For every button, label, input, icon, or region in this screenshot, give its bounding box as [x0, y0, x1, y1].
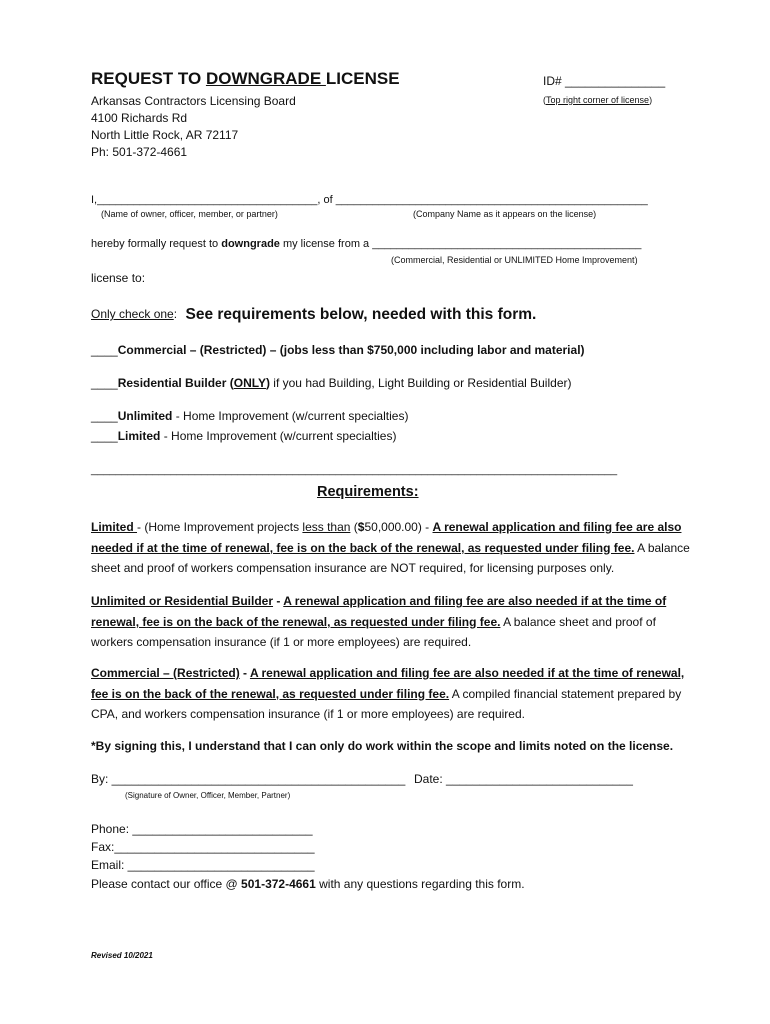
signature-caption: (Signature of Owner, Officer, Member, Partner)	[125, 791, 291, 800]
residential-close: )	[265, 376, 270, 390]
street-address: 4100 Richards Rd	[91, 111, 188, 125]
requirement-unlimited-residential	[91, 591, 699, 653]
only-check-one-label: Only check one	[91, 307, 174, 321]
contact-note-pre: Please contact our office @	[91, 877, 242, 891]
limited-description: - Home Improvement (w/current specialties)	[160, 429, 397, 443]
company-caption: (Company Name as it appears on the license)	[413, 209, 597, 219]
section-divider: ______________________________________________________________________________________	[91, 464, 618, 476]
only-check-one-colon: :	[173, 307, 178, 321]
contact-note	[91, 877, 525, 891]
requirement-commercial	[91, 663, 699, 725]
contact-note-phone: 501-372-4661	[241, 877, 316, 891]
downgrade-word: downgrade	[221, 238, 280, 250]
phone-field[interactable]: Phone: ___________________________	[91, 822, 313, 836]
req-limited-a: - (Home Improvement projects	[137, 520, 303, 534]
title-underlined-word: DOWNGRADE	[205, 69, 326, 88]
signature-field[interactable]: By: ____________________________________________	[91, 772, 406, 786]
unlimited-description: - Home Improvement (w/current specialties)	[172, 409, 409, 423]
limited-label: Limited	[117, 429, 161, 443]
option-commercial[interactable]	[91, 343, 585, 357]
office-phone: Ph: 501-372-4661	[91, 145, 188, 159]
title-prefix: REQUEST TO	[91, 69, 206, 88]
residential-only: ONLY	[233, 376, 266, 390]
downgrade-line-pre: hereby formally request to	[91, 238, 222, 250]
acknowledgement: *By signing this, I understand that I can only do work within the scope and limits noted on the license.	[91, 739, 674, 753]
fax-field[interactable]: Fax:______________________________	[91, 840, 315, 854]
option-limited[interactable]	[91, 429, 396, 443]
license-to-label: license to:	[91, 271, 146, 285]
id-note-close: )	[649, 95, 653, 105]
req-unlimited-renewal: A renewal application and filing fee are also needed if at the time of renewal, fee is on the back of the renewal, as requested under filing fee.	[91, 594, 667, 629]
residential-label: Residential Builder (	[117, 376, 234, 390]
name-company-line[interactable]: I,____________________________________, of ___________________________________________________	[91, 194, 648, 206]
downgrade-from-line[interactable]	[91, 238, 641, 250]
requirements-heading: Requirements:	[317, 484, 419, 500]
org-name: Arkansas Contractors Licensing Board	[91, 94, 296, 108]
city-address: North Little Rock, AR 72117	[91, 128, 239, 142]
license-id-note	[543, 95, 652, 105]
downgrade-line-post: my license from a ____________________________________________	[279, 238, 642, 250]
contact-note-post: with any questions regarding this form.	[315, 877, 525, 891]
req-limited-dollar: $	[357, 520, 365, 534]
selection-header	[91, 306, 536, 324]
revision-date: Revised 10/2021	[91, 951, 153, 960]
unlimited-label: Unlimited	[117, 409, 173, 423]
req-commercial-note: A compiled financial statement prepared by CPA, and workers compensation insurance (if 1 or more employees) are required.	[91, 686, 682, 721]
req-limited-label: Limited	[91, 520, 138, 534]
req-limited-renewal: A renewal application and filing fee are also needed if at the time of renewal, fee is on the back of the renewal, as requested under filing fee.	[91, 520, 682, 555]
req-commercial-renewal: A renewal application and filing fee are also needed if at the time of renewal, fee is on the back of the renewal, as requested under filing fee.	[91, 666, 685, 701]
commercial-checkbox[interactable]: ____	[91, 343, 118, 357]
req-limited-less-than: less than	[302, 520, 351, 534]
page-title	[91, 69, 400, 89]
req-limited-c: (	[350, 520, 358, 534]
license-type-caption: (Commercial, Residential or UNLIMITED Home Improvement)	[391, 255, 638, 265]
unlimited-checkbox[interactable]: ____	[91, 409, 118, 423]
req-limited-note: A balance sheet and proof of workers compensation insurance are NOT required, for licensing purposes only.	[91, 540, 690, 575]
name-caption: (Name of owner, officer, member, or partner)	[101, 209, 278, 219]
license-id-field[interactable]: ID# _______________	[543, 74, 666, 88]
email-field[interactable]: Email: ____________________________	[91, 858, 315, 872]
option-unlimited[interactable]	[91, 409, 408, 423]
id-note-open: (	[543, 95, 546, 105]
req-unlimited-sep: -	[273, 594, 284, 608]
title-suffix: LICENSE	[325, 69, 400, 88]
selection-heading: See requirements below, needed with this form.	[185, 306, 537, 323]
commercial-label: Commercial – (Restricted) – (jobs less than $750,000 including labor and material)	[117, 343, 585, 357]
date-field[interactable]: Date: ____________________________	[414, 772, 633, 786]
req-commercial-label: Commercial – (Restricted)	[91, 666, 240, 680]
residential-checkbox[interactable]: ____	[91, 376, 118, 390]
req-unlimited-note: A balance sheet and proof of workers compensation insurance (if 1 or more employees) are required.	[91, 614, 656, 649]
req-limited-amount: 50,000.00) -	[364, 520, 433, 534]
option-residential[interactable]	[91, 376, 571, 390]
requirement-limited	[91, 517, 699, 579]
limited-checkbox[interactable]: ____	[91, 429, 118, 443]
residential-description: if you had Building, Light Building or Residential Builder)	[269, 376, 572, 390]
req-unlimited-label: Unlimited or Residential Builder	[91, 594, 274, 608]
req-commercial-sep: -	[239, 666, 250, 680]
id-note-text: Top right corner of license	[546, 95, 650, 105]
